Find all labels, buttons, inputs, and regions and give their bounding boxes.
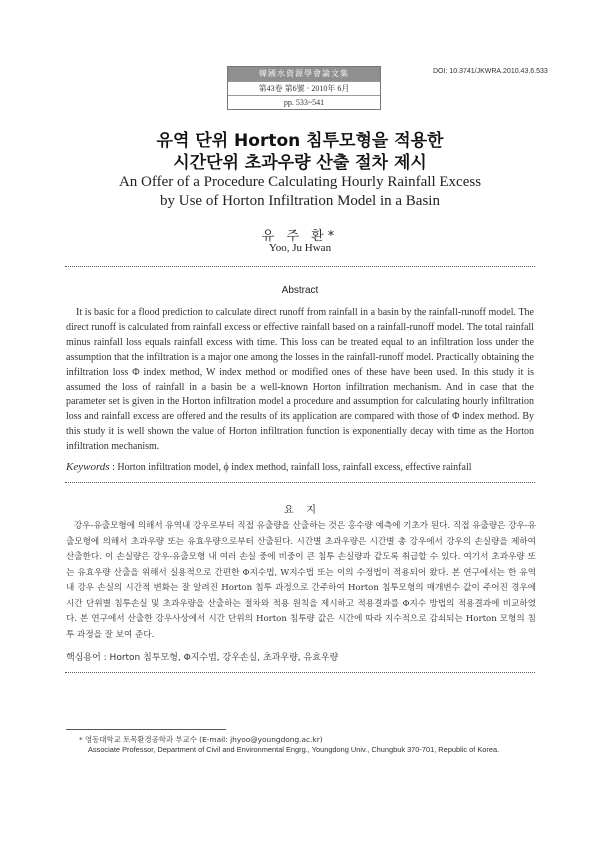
keywords-line [66,461,534,473]
keywords-text: Horton infiltration model, ϕ index method, rainfall loss, rainfall excess, effective rainfall [117,462,472,473]
divider-top [65,266,535,267]
abstract-heading: Abstract [281,285,319,296]
journal-pages: pp. 533~541 [228,95,380,109]
footnote-english: Associate Professor, Department of Civil and Environmental Engrg., Youngdong Univ., Chungbuk 370-701, Republic of Korea. [88,745,500,754]
journal-volume: 第43卷 第6號 · 2010年 6月 [228,81,380,95]
korean-keywords-label: 핵심용어 [66,653,101,663]
korean-keywords-text: Horton 침투모형, Φ지수법, 강우손실, 초과우량, 유효우량 [109,653,339,663]
footnote-rule [66,729,226,730]
korean-keywords-separator: : [100,653,110,663]
korean-keywords-line [66,650,536,663]
keywords-separator: : [109,462,118,473]
author-english: Yoo, Ju Hwan [268,242,332,254]
korean-title-line1: 유역 단위 Horton 침투모형을 적용한 [156,131,444,151]
keywords-label: Keywords [66,461,110,473]
footnote-korean: * 영동대학교 토목환경공학과 부교수 (E-mail: jhyoo@youngdong.ac.kr) [79,735,323,744]
doi-text: DOI: 10.3741/JKWRA.2010.43.6.533 [433,68,548,75]
english-title-line2: by Use of Horton Infiltration Model in a Basin [160,193,440,209]
abstract-text: It is basic for a flood prediction to calculate direct runoff from rainfall in a basin by the rainfall-runoff model. The direct runoff is calculated from rainfall excess or effective rainfall based on a rainfall-runoff model. The total rainfall minus rainfall loss equals rainfall excess with time. This loss can be treated equal to an infiltration loss under the assumption that the infiltration is a major one among the losses in the rainfall-runoff model. Practically obtaining the infiltration loss Φ index method, W index method or modified ones of these have been used. In this study it is assumed the loss of rainfall in a basin be a well-known Horton infiltration mechanism. And in case that the parameter set is given in the Horton infiltration model a procedure and assumption for calculating hourly infiltration loss and rainfall excess are offered and the results of its application are compared with those of Φ index method. By this study it is well shown the value of Horton infiltration function is exponentially decay with time as the Horton infiltration mechanism. [66,307,534,453]
english-title-line1: An Offer of a Procedure Calculating Hourly Rainfall Excess [118,174,482,190]
korean-abstract-heading: 요 지 [283,505,317,516]
author-korean: 유 주 환* [261,229,339,244]
journal-name: 韓國水資源學會論文集 [228,67,380,81]
divider-middle [65,482,535,483]
journal-info-box [227,66,381,110]
korean-title-line2: 시간단위 초과우량 산출 절차 제시 [173,153,427,173]
korean-abstract-text: 강우-유출모형에 의해서 유역내 강우로부터 직접 유출량을 산출하는 것은 홍수량 예측에 기초가 된다. 직접 유출량은 강우-유출모형에 의해서 초과우량 또는 유효우량으로부터 산출된다. 시간별 초과우량은 시간별 총 강우에서 강우의 손실량을 제하여 산출한다. 이 손실량은 강우-유출모형 내 여러 손실 중에 비중이 큰 침투 손실량과 같도록 취급할 수 있다. 여기서 초과우량 또는 유효우량 산출을 위해서 실용적으로 간편한 Φ지수법, W지수법 또는 이의 수정법이 적용되어 왔다. 본 연구에서는 한 유역 내 강우 손실의 시간적 변화는 잘 알려진 Horton 침투 과정으로 간주하여 Horton 침투모형의 매개변수 값이 주어진 경우에 시간 단위별 침투손실 및 초과우량을 산출하는 절차와 적용 원칙을 제시하고 적용결과를 Φ지수 방법의 적용결과에 비교하였다. 본 연구에서 산출한 강우사상에서 시간 단위의 Horton 침투량 값은 시간에 따라 지수적으로 감쇠되는 Horton 모형의 침투 과정을 잘 보여 준다. [66,521,536,640]
divider-bottom [65,672,535,673]
